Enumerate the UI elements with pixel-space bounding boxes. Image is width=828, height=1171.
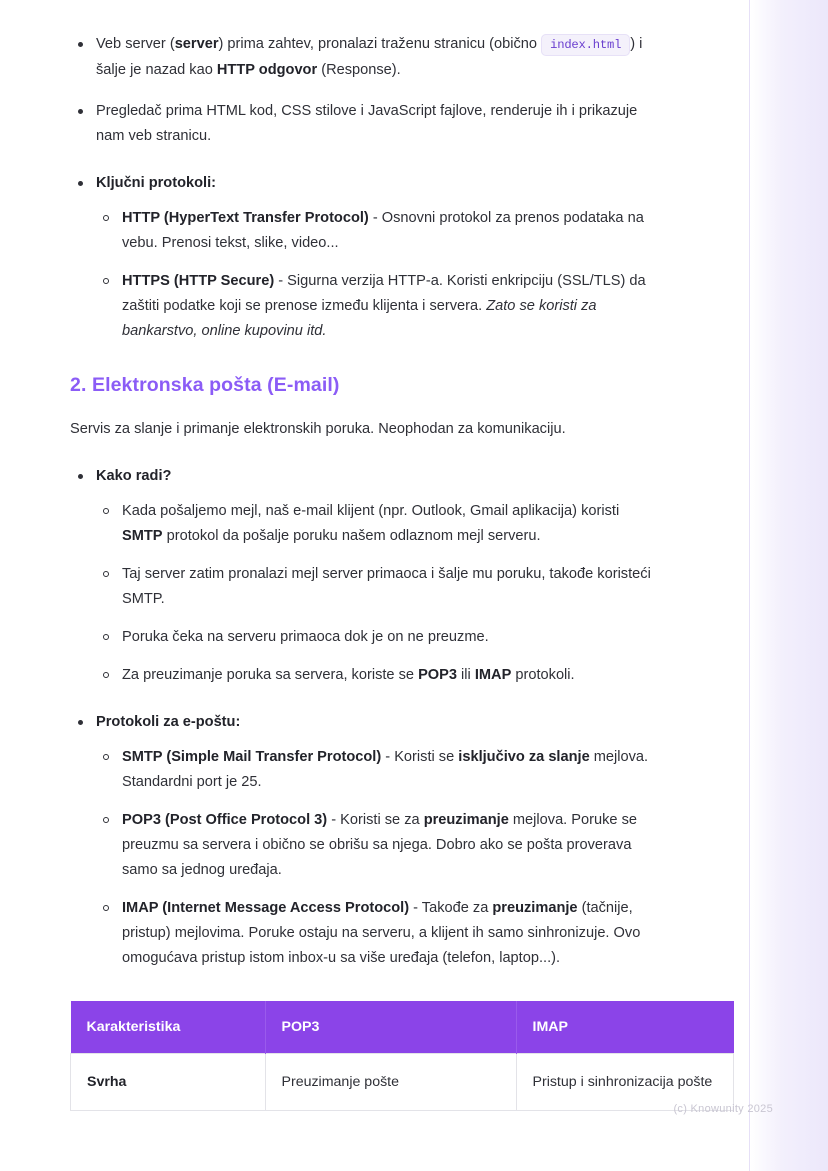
text-fragment: mejlova. Standardni port je 25.: [122, 749, 649, 790]
list-item: [70, 32, 660, 83]
how-it-works-list: [70, 464, 660, 688]
table-cell-imap-purpose: Pristup i sinhronizacija pošte: [516, 1054, 734, 1111]
bold-smtp-title: SMTP (Simple Mail Transfer Protocol): [122, 749, 382, 765]
text-fragment: - Sigurna verzija HTTP-a. Koristi enkripciju (SSL/TLS) da zaštiti podatke koji se prenose između klijenta i servera.: [122, 273, 646, 314]
page-edge-gradient: [749, 0, 828, 1171]
bold-imap-title: IMAP (Internet Message Access Protocol): [122, 900, 410, 916]
list-item: [96, 896, 660, 971]
table-header: [71, 1001, 734, 1054]
bold-download-2: preuzimanje: [492, 900, 578, 916]
protocols-bullet-list: [70, 171, 660, 344]
text-fragment: Kada pošaljemo mejl, naš e-mail klijent (npr. Outlook, Gmail aplikacija) koristi: [122, 503, 620, 519]
list-item: [96, 808, 660, 883]
intro-bullet-list: [70, 32, 660, 149]
mail-protocols-sublist: [96, 745, 660, 971]
table-header-cell-imap: IMAP: [516, 1001, 734, 1054]
how-sublist: [96, 499, 660, 688]
text-fragment: ) prima zahtev, pronalazi traženu stranicu (obično: [218, 36, 542, 52]
list-item: [96, 499, 660, 549]
list-item: [96, 745, 660, 795]
italic-note: Zato se koristi za bankarstvo, online kupovinu itd.: [122, 298, 597, 339]
mail-protocols-list: [70, 710, 660, 971]
list-item-mail-protocols-heading: [70, 710, 660, 971]
text-fragment: Pregledač prima HTML kod, CSS stilove i JavaScript fajlove, renderuje ih i prikazuje nam veb stranicu.: [96, 103, 638, 144]
bold-only-sending: isključivo za slanje: [458, 749, 590, 765]
text-fragment: protokoli.: [511, 667, 575, 683]
list-item: [70, 99, 660, 149]
table-cell-pop3-purpose: Preuzimanje pošte: [265, 1054, 516, 1111]
text-fragment: ili: [457, 667, 475, 683]
bold-pop3-title: POP3 (Post Office Protocol 3): [122, 812, 328, 828]
bold-imap: IMAP: [474, 667, 512, 683]
mail-protocols-heading: Protokoli za e-poštu:: [96, 714, 241, 730]
table-header-cell-pop3: POP3: [265, 1001, 516, 1054]
text-fragment: - Koristi se: [381, 749, 459, 765]
watermark: (c) Knowunity 2025: [673, 1103, 773, 1115]
list-item: [96, 663, 660, 688]
list-item: [96, 625, 660, 650]
bold-download: preuzimanje: [423, 812, 509, 828]
list-item-how-heading: [70, 464, 660, 688]
bold-http: HTTP (HyperText Transfer Protocol): [122, 210, 369, 226]
bold-http-odgovor: HTTP odgovor: [216, 62, 318, 78]
protocols-heading: Ključni protokoli:: [96, 175, 216, 191]
list-item: [96, 206, 660, 256]
text-fragment: (Response).: [317, 62, 401, 78]
text-fragment: - Osnovni protokol za prenos podataka na vebu. Prenosi tekst, slike, video...: [122, 210, 644, 251]
list-item: [96, 562, 660, 612]
text-fragment: mejlova. Poruke se preuzmu sa servera i obično se obrišu sa njega. Dobro ako se pošta proverava samo sa jednog uređaja.: [122, 812, 638, 878]
code-index-html: index.html: [541, 34, 630, 56]
bold-pop3: POP3: [418, 667, 457, 683]
text-fragment: - Koristi se za: [327, 812, 424, 828]
table-header-row: [71, 1001, 734, 1054]
text-fragment: (tačnije, pristup) mejlovima. Poruke ostaju na serveru, a klijent ih samo sinhronizuje. Ovo omogućava pristup istom inbox-u sa više uređaja (telefon, laptop...).: [122, 900, 641, 966]
comparison-table: [70, 1001, 734, 1111]
text-fragment: Za preuzimanje poruka sa servera, koriste se: [122, 667, 419, 683]
section-heading-email: 2. Elektronska pošta (E-mail): [70, 374, 340, 396]
protocols-sublist: [96, 206, 660, 344]
table-body: [71, 1054, 734, 1111]
list-item: [96, 269, 660, 344]
how-heading: Kako radi?: [96, 468, 172, 484]
bold-smtp: SMTP: [122, 528, 163, 544]
bold-server: server: [174, 36, 219, 52]
text-fragment: ) i šalje je nazad kao: [96, 36, 643, 78]
list-item-protocols-heading: [70, 171, 660, 344]
table-cell-purpose-label: Svrha: [71, 1054, 266, 1111]
text-fragment: - Takođe za: [409, 900, 493, 916]
text-fragment: Poruka čeka na serveru primaoca dok je on ne preuzme.: [122, 629, 489, 645]
section-intro-paragraph: Servis za slanje i primanje elektronskih poruka. Neophodan za komunikaciju.: [70, 421, 566, 437]
text-fragment: Taj server zatim pronalazi mejl server primaoca i šalje mu poruku, takođe koristeći SMTP.: [122, 566, 651, 607]
table-header-cell-characteristic: Karakteristika: [71, 1001, 266, 1054]
text-fragment: protokol da pošalje poruku našem odlaznom mejl serveru.: [162, 528, 541, 544]
text-fragment: Veb server (: [96, 36, 175, 52]
document-content: [70, 32, 713, 1111]
table-row: [71, 1054, 734, 1111]
bold-https: HTTPS (HTTP Secure): [122, 273, 275, 289]
